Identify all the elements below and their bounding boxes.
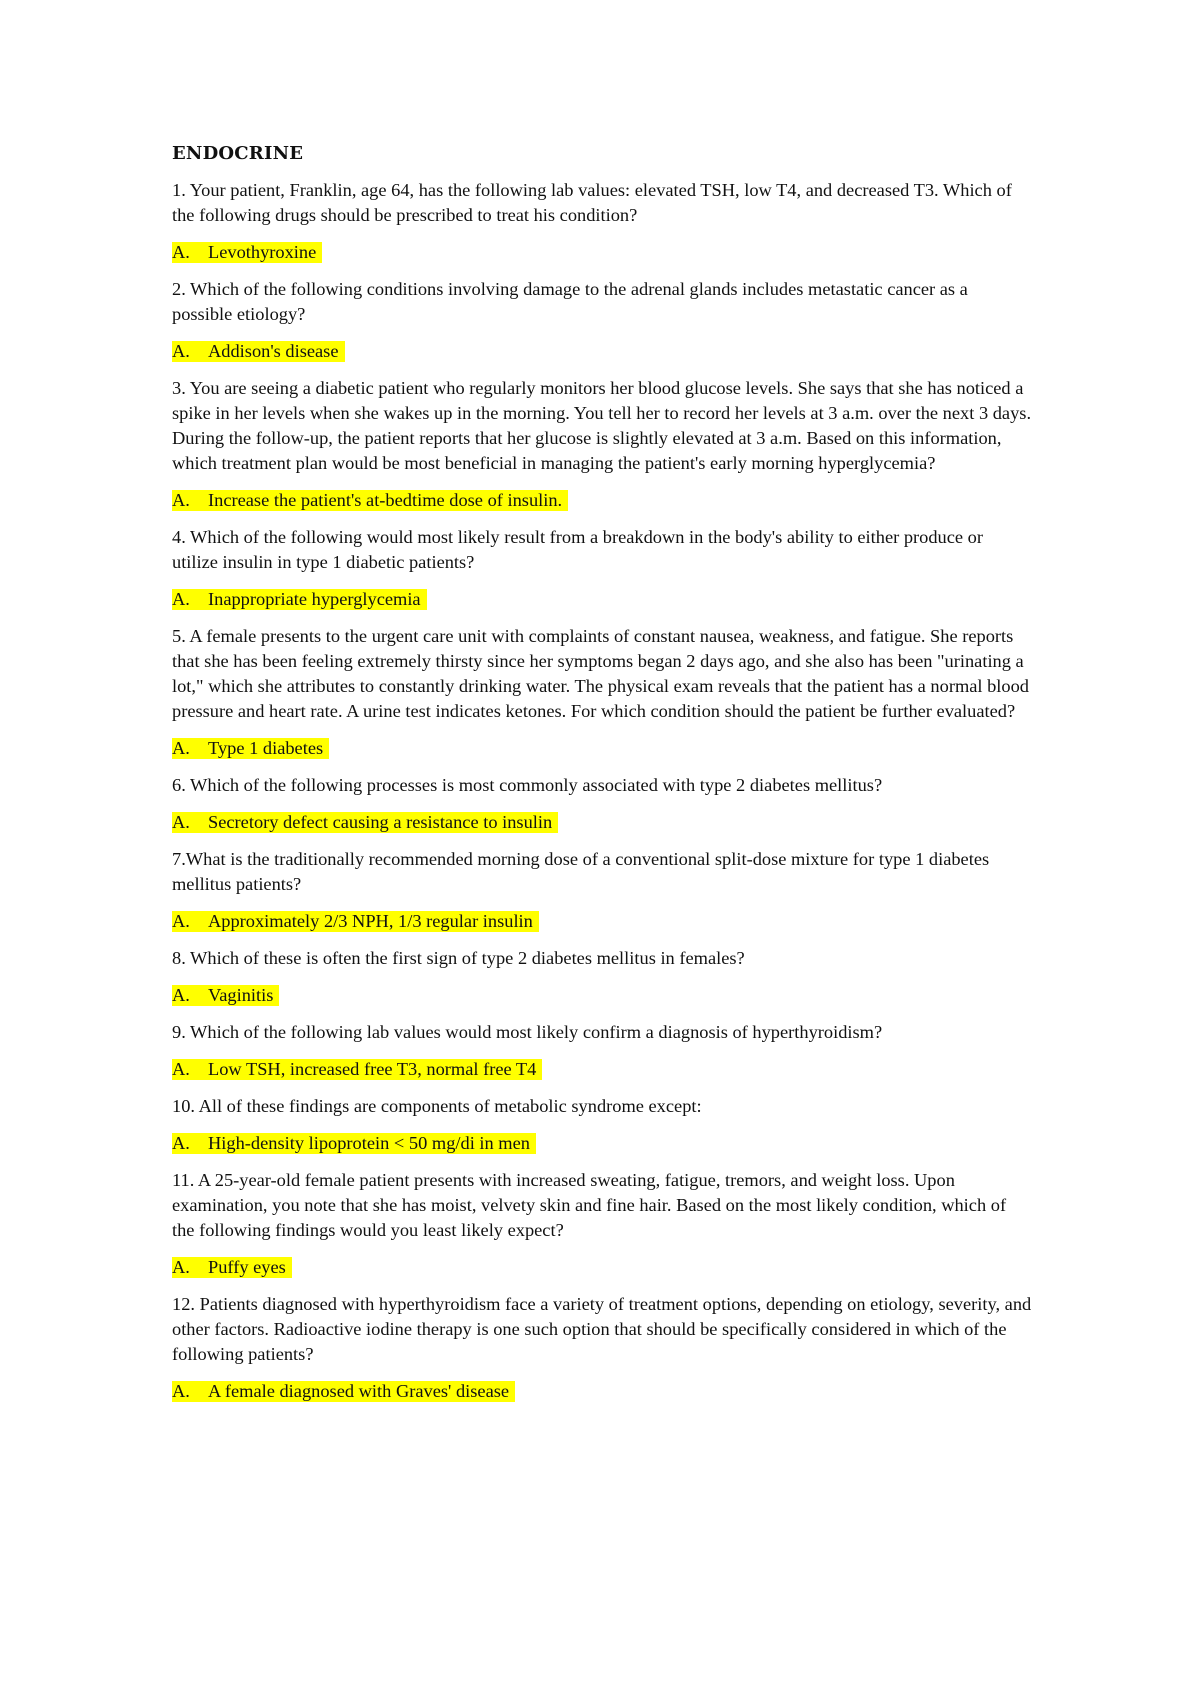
answer-line (172, 340, 1052, 363)
question-text: 6. Which of the following processes is most commonly associated with type 2 diabetes mellitus? (172, 775, 883, 795)
answer-highlight (172, 985, 279, 1006)
answer-text: High-density lipoprotein < 50 mg/di in men (208, 1133, 530, 1153)
answer-text: Addison's disease (208, 341, 339, 361)
answer-letter: A. (172, 589, 190, 609)
answer-highlight (172, 589, 427, 610)
question-item (172, 1020, 1052, 1081)
question-item (172, 1292, 1052, 1403)
question-item (172, 624, 1052, 760)
question-item (172, 847, 1052, 933)
answer-highlight (172, 1257, 292, 1278)
answer-line (172, 1256, 1052, 1279)
answer-text: Secretory defect causing a resistance to insulin (208, 812, 553, 832)
answer-line (172, 241, 1052, 264)
answer-line (172, 737, 1052, 760)
answer-line (172, 811, 1052, 834)
answer-highlight (172, 812, 558, 833)
question-text: 10. All of these findings are components of metabolic syndrome except: (172, 1096, 702, 1116)
answer-text: A female diagnosed with Graves' disease (208, 1381, 510, 1401)
answer-letter: A. (172, 1257, 190, 1277)
answer-text: Type 1 diabetes (208, 738, 324, 758)
answer-text: Increase the patient's at-bedtime dose of insulin. (208, 490, 563, 510)
answer-text: Vaginitis (208, 985, 274, 1005)
question-text: 11. A 25-year-old female patient presents with increased sweating, fatigue, tremors, and weight loss. Upon examination, you note that she has moist, velvety skin and fine hair. Based on the most likely condition, which of the following findings would you least likely expect? (172, 1170, 1007, 1240)
question-text: 8. Which of these is often the first sign of type 2 diabetes mellitus in females? (172, 948, 745, 968)
page-title: ENDOCRINE (172, 143, 304, 164)
answer-text: Low TSH, increased free T3, normal free T4 (208, 1059, 537, 1079)
answer-letter: A. (172, 490, 190, 510)
answer-highlight (172, 341, 345, 362)
question-item (172, 1168, 1052, 1279)
answer-text: Inappropriate hyperglycemia (208, 589, 421, 609)
answer-letter: A. (172, 1133, 190, 1153)
answer-line (172, 1380, 1052, 1403)
question-text: 4. Which of the following would most likely result from a breakdown in the body's ability to either produce or utilize insulin in type 1 diabetic patients? (172, 527, 983, 572)
answer-text: Approximately 2/3 NPH, 1/3 regular insulin (208, 911, 533, 931)
answer-highlight (172, 490, 568, 511)
answer-highlight (172, 911, 539, 932)
question-text: 1. Your patient, Franklin, age 64, has the following lab values: elevated TSH, low T4, and decreased T3. Which of the following drugs should be prescribed to treat his condition? (172, 180, 1012, 225)
question-text: 7.What is the traditionally recommended morning dose of a conventional split-dose mixture for type 1 diabetes mellitus patients? (172, 849, 990, 894)
question-item (172, 178, 1052, 264)
answer-highlight (172, 1381, 515, 1402)
document-page (172, 142, 1052, 1416)
question-item (172, 946, 1052, 1007)
question-item (172, 277, 1052, 363)
question-text: 2. Which of the following conditions involving damage to the adrenal glands includes metastatic cancer as a possible etiology? (172, 279, 968, 324)
answer-line (172, 984, 1052, 1007)
question-item (172, 525, 1052, 611)
answer-line (172, 588, 1052, 611)
answer-highlight (172, 1059, 542, 1080)
answer-letter: A. (172, 738, 190, 758)
question-text: 9. Which of the following lab values would most likely confirm a diagnosis of hyperthyroidism? (172, 1022, 883, 1042)
question-item (172, 376, 1052, 512)
answer-line (172, 1132, 1052, 1155)
answer-line (172, 1058, 1052, 1081)
question-text: 5. A female presents to the urgent care unit with complaints of constant nausea, weakness, and fatigue. She reports that she has been feeling extremely thirsty since her symptoms began 2 days ago, and she also has been "urinating a lot," which she attributes to constantly drinking water. The physical exam reveals that the patient has a normal blood pressure and heart rate. A urine test indicates ketones. For which condition should the patient be further evaluated? (172, 626, 1030, 721)
answer-highlight (172, 1133, 536, 1154)
question-text: 12. Patients diagnosed with hyperthyroidism face a variety of treatment options, depending on etiology, severity, and other factors. Radioactive iodine therapy is one such option that should be specifically considered in which of the following patients? (172, 1294, 1032, 1364)
question-text: 3. You are seeing a diabetic patient who regularly monitors her blood glucose levels. She says that she has noticed a spike in her levels when she wakes up in the morning. You tell her to record her levels at 3 a.m. over the next 3 days. During the follow-up, the patient reports that her glucose is slightly elevated at 3 a.m. Based on this information, which treatment plan would be most beneficial in managing the patient's early morning hyperglycemia? (172, 378, 1032, 473)
answer-line (172, 489, 1052, 512)
answer-letter: A. (172, 911, 190, 931)
answer-letter: A. (172, 812, 190, 832)
question-item (172, 1094, 1052, 1155)
answer-letter: A. (172, 985, 190, 1005)
answer-text: Puffy eyes (208, 1257, 286, 1277)
answer-text: Levothyroxine (208, 242, 317, 262)
answer-letter: A. (172, 1059, 190, 1079)
answer-letter: A. (172, 1381, 190, 1401)
question-item (172, 773, 1052, 834)
answer-letter: A. (172, 341, 190, 361)
answer-highlight (172, 738, 329, 759)
answer-letter: A. (172, 242, 190, 262)
answer-line (172, 910, 1052, 933)
answer-highlight (172, 242, 322, 263)
